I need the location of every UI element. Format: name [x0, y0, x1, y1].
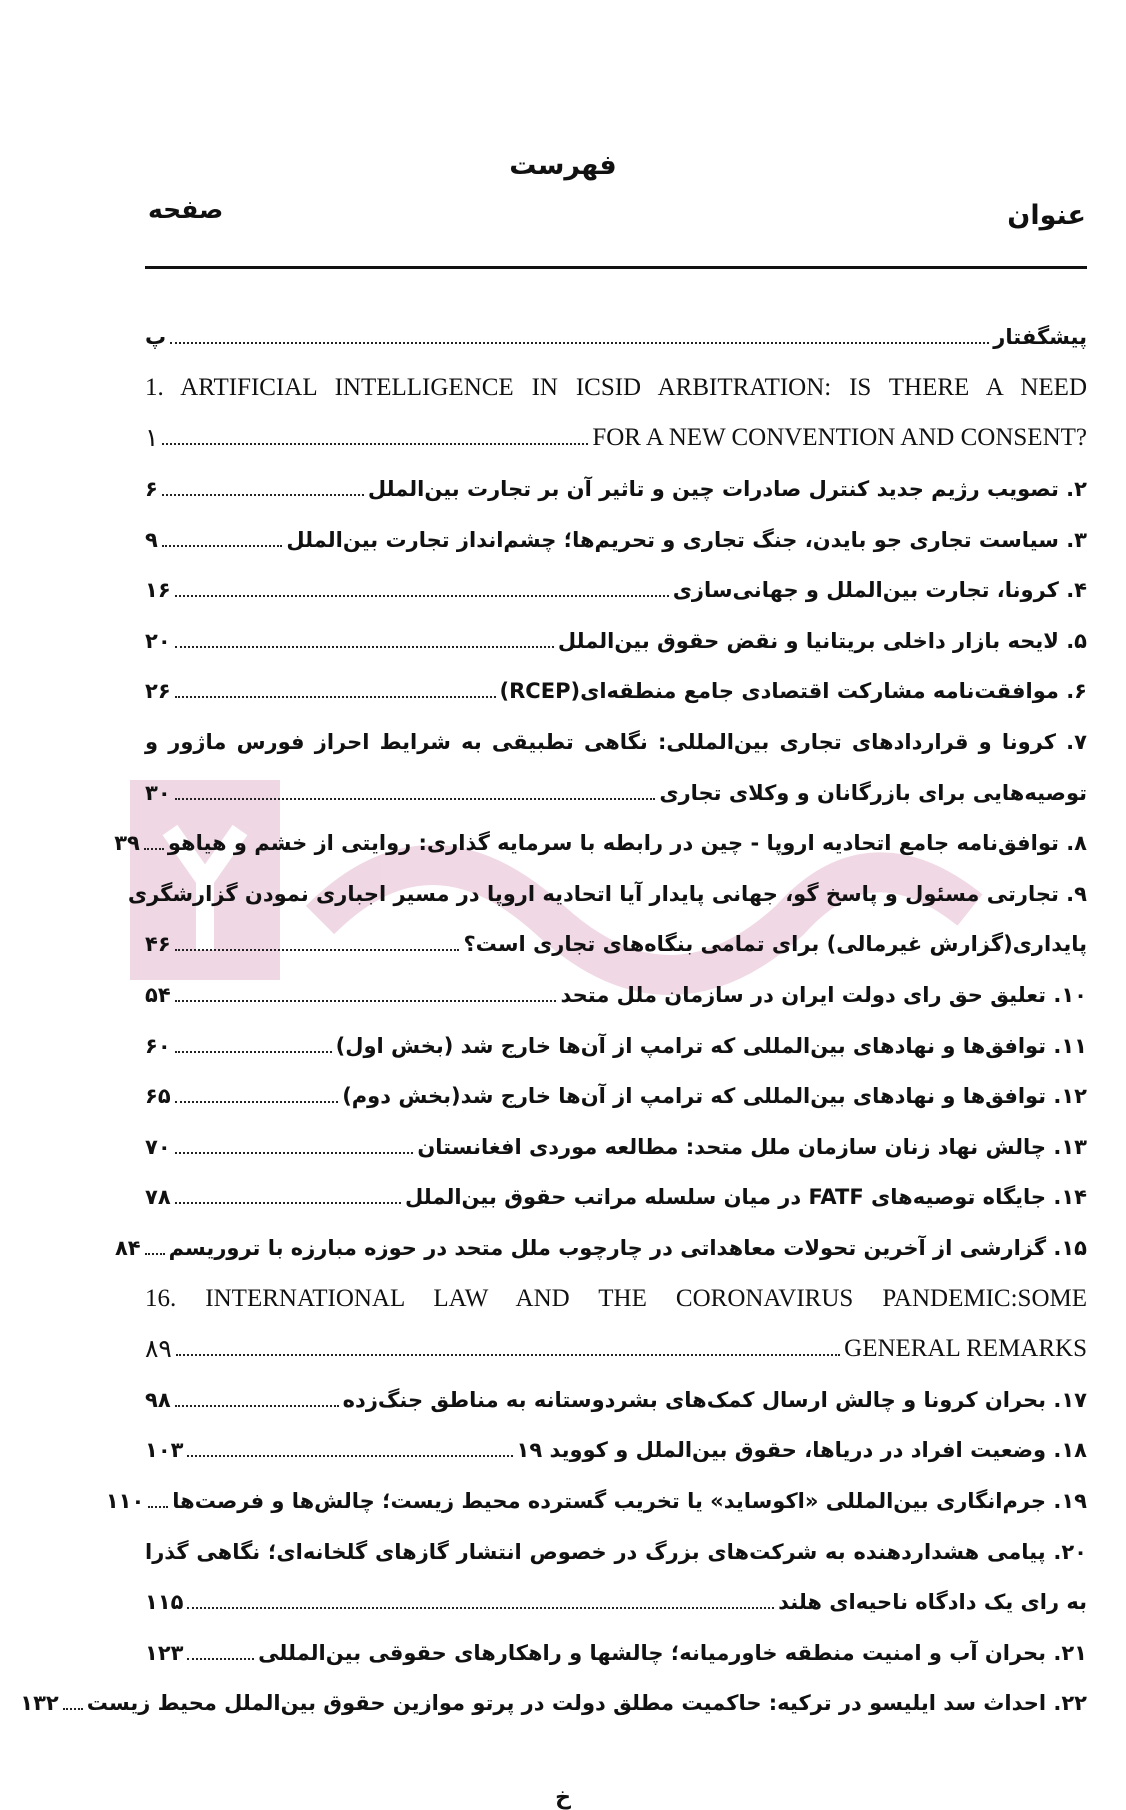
toc-entry-title: ۸. توافق‌نامه جامع اتحادیه اروپا - چین در رابطه با سرمایه گذاری: روایتی از خشم و هیاهو — [167, 831, 1087, 856]
dot-leader — [162, 545, 283, 547]
toc-entry-title: ۲۲. احداث سد ایلیسو در ترکیه: حاکمیت مطلق دولت در پرتو موازین حقوق بین‌الملل محیط زیست — [86, 1691, 1087, 1716]
dot-leader — [175, 1051, 332, 1053]
toc-entry[interactable] — [145, 666, 1087, 717]
toc-entry-page: ۵۴ — [145, 983, 171, 1008]
toc-entry[interactable] — [145, 514, 1087, 565]
toc-entry-title: ۱۱. توافق‌ها و نهادهای بین‌المللی که ترامپ از آن‌ها خارج شد (بخش اول) — [335, 1033, 1087, 1058]
toc-entry[interactable] — [145, 1577, 1087, 1628]
dot-leader — [145, 1253, 165, 1255]
header-rule — [145, 266, 1087, 269]
toc-entry-page: ۸۹ — [145, 1336, 172, 1364]
toc-entry[interactable] — [145, 919, 1087, 970]
toc-entry-continued[interactable] — [145, 1526, 1087, 1577]
toc-entry-title: ۲. تصویب رژیم جدید کنترل صادرات چین و تاثیر آن بر تجارت بین‌الملل — [367, 477, 1087, 502]
toc-entry-continued[interactable] — [145, 1273, 1087, 1324]
toc-entry-continued[interactable] — [145, 363, 1087, 414]
toc-entry[interactable] — [105, 1476, 1087, 1527]
toc-entry-page: پ — [145, 325, 167, 350]
toc-entry-title: ۳. سیاست تجاری جو بایدن، جنگ تجاری و تحریم‌ها؛ چشم‌انداز تجارت بین‌الملل — [286, 527, 1087, 552]
toc-entry-title: ۱۸. وضعیت افراد در دریاها، حقوق بین‌الملل و کووید ۱۹ — [516, 1438, 1087, 1463]
dot-leader — [175, 646, 554, 648]
toc-entry-title: ۹. تجارتی مسئول و پاسخ گو، جهانی پایدار آیا اتحادیه اروپا در مسیر اجباری نمودن گزارشگری — [127, 881, 1087, 906]
dot-leader — [176, 1354, 840, 1356]
toc-entry-page: ۱۱۰ — [105, 1488, 145, 1513]
toc-entry-title: پیشگفتار — [993, 325, 1087, 350]
toc-entry[interactable] — [145, 1122, 1087, 1173]
toc-entry-title: ۲۰. پیامی هشداردهنده به شرکت‌های بزرگ در خصوص انتشار گازهای گلخانه‌ای؛ نگاهی گذرا — [145, 1539, 1087, 1564]
toc-entry-title: FOR A NEW CONVENTION AND CONSENT? — [592, 424, 1087, 452]
toc-entry-page: ۶۰ — [145, 1033, 171, 1058]
toc-entry[interactable] — [145, 565, 1087, 616]
toc-entry-page: ۷۸ — [145, 1185, 171, 1210]
toc-entry[interactable] — [114, 818, 1087, 869]
column-title-heading: عنوان — [1007, 200, 1086, 231]
toc-entry-page: ۱۰۳ — [145, 1438, 184, 1463]
toc-entry-page: ۶۵ — [145, 1084, 171, 1109]
toc-entry[interactable] — [145, 464, 1087, 515]
toc-entry-title: ۱۷. بحران کرونا و چالش ارسال کمک‌های بشردوستانه به مناطق جنگ‌زده — [342, 1387, 1087, 1412]
toc-entry-title: ۱۰. تعلیق حق رای دولت ایران در سازمان ملل متحد — [560, 983, 1087, 1008]
toc-entry-continued[interactable] — [127, 869, 1087, 920]
toc-entry-page: ۱ — [145, 425, 159, 453]
toc-entry-page: ۳۹ — [114, 831, 140, 856]
dot-leader — [175, 595, 669, 597]
toc-entry[interactable] — [145, 1020, 1087, 1071]
toc-entry-title: ۱۹. جرم‌انگاری بین‌المللی «اکوساید» یا تخریب گسترده محیط زیست؛ چالش‌ها و فرصت‌ها — [172, 1488, 1087, 1513]
toc-entry-page: ۴۶ — [145, 932, 171, 957]
dot-leader — [63, 1708, 83, 1710]
toc-entry-title: 1. ARTIFICIAL INTELLIGENCE IN ICSID ARBITRATION: IS THERE A NEED — [145, 373, 1087, 401]
toc-entry-title: 16. INTERNATIONAL LAW AND THE CORONAVIRUS PANDEMIC:SOME — [145, 1284, 1087, 1312]
toc-entry-page: ۲۰ — [145, 628, 171, 653]
toc-entry-title: ۲۱. بحران آب و امنیت منطقه خاورمیانه؛ چالشها و راهکارهای حقوقی بین‌المللی — [258, 1640, 1087, 1665]
table-of-contents — [20, 312, 1087, 1729]
toc-entry-page: ۸۴ — [114, 1235, 141, 1260]
dot-leader — [175, 1202, 401, 1204]
dot-leader — [187, 1658, 254, 1660]
toc-entry-title: ۱۳. چالش نهاد زنان سازمان ملل متحد: مطالعه موردی افغانستان — [417, 1134, 1087, 1159]
toc-entry-title: پایداری(گزارش غیرمالی) برای تمامی بنگاه‌های تجاری است؟ — [463, 932, 1087, 957]
toc-entry-page: ۱۱۵ — [145, 1590, 184, 1615]
toc-entry-page: ۱۲۳ — [145, 1640, 184, 1665]
toc-entry-page: ۱۳۲ — [20, 1691, 59, 1716]
toc-entry[interactable] — [145, 413, 1087, 464]
toc-entry-page: ۳۰ — [145, 780, 171, 805]
dot-leader — [175, 1000, 557, 1002]
dot-leader — [175, 798, 656, 800]
toc-entry-page: ۱۶ — [145, 578, 171, 603]
toc-entry-title: ۶. موافقت‌نامه مشارکت اقتصادی جامع منطقه‌ای(RCEP) — [499, 679, 1087, 704]
toc-entry-title: ۵. لایحه بازار داخلی بریتانیا و نقض حقوق بین‌الملل — [557, 628, 1087, 653]
toc-entry-page: ۷۰ — [145, 1134, 171, 1159]
toc-entry[interactable] — [145, 1627, 1087, 1678]
dot-leader — [162, 494, 364, 496]
toc-entry[interactable] — [114, 1223, 1087, 1274]
toc-entry-continued[interactable] — [145, 717, 1087, 768]
toc-entry-title: ۷. کرونا و قراردادهای تجاری بین‌المللی: نگاهی تطبیقی به شرایط احراز فورس ماژور و — [145, 730, 1087, 755]
column-page-heading: صفحه — [148, 195, 224, 224]
toc-entry-page: ۶ — [145, 477, 158, 502]
page-number: خ — [555, 1785, 571, 1810]
dot-leader — [175, 1152, 414, 1154]
toc-entry[interactable] — [145, 616, 1087, 667]
toc-entry[interactable] — [145, 312, 1087, 363]
toc-entry-title: ۱۵. گزارشی از آخرین تحولات معاهداتی در چارچوب ملل متحد در حوزه مبارزه با تروریسم — [168, 1235, 1087, 1260]
dot-leader — [175, 949, 460, 951]
dot-leader — [175, 1405, 339, 1407]
toc-entry[interactable] — [145, 1324, 1087, 1375]
toc-entry[interactable] — [145, 767, 1087, 818]
page-title: فهرست — [509, 150, 617, 181]
dot-leader — [170, 342, 989, 344]
toc-entry[interactable] — [145, 1374, 1087, 1425]
toc-entry-title: GENERAL REMARKS — [844, 1335, 1087, 1363]
toc-entry[interactable] — [145, 970, 1087, 1021]
dot-leader — [175, 1101, 339, 1103]
toc-entry-title: ۱۴. جایگاه توصیه‌های FATF در میان سلسله مراتب حقوق بین‌الملل — [405, 1185, 1087, 1210]
toc-entry-title: توصیه‌هایی برای بازرگانان و وکلای تجاری — [659, 780, 1087, 805]
dot-leader — [187, 1607, 774, 1609]
toc-entry-title: ۱۲. توافق‌ها و نهادهای بین‌المللی که ترامپ از آن‌ها خارج شد(بخش دوم) — [342, 1084, 1087, 1109]
toc-entry[interactable] — [20, 1678, 1087, 1729]
toc-entry[interactable] — [145, 1172, 1087, 1223]
toc-entry-page: ۹۸ — [145, 1387, 171, 1412]
toc-entry[interactable] — [145, 1425, 1087, 1476]
dot-leader — [144, 848, 164, 850]
dot-leader — [187, 1455, 512, 1457]
toc-entry-title: ۴. کرونا، تجارت بین‌الملل و جهانی‌سازی — [672, 578, 1087, 603]
toc-entry-page: ۹ — [145, 527, 158, 552]
toc-entry-page: ۲۶ — [145, 679, 171, 704]
dot-leader — [148, 1506, 168, 1508]
dot-leader — [175, 696, 496, 698]
toc-entry-title: به رای یک دادگاه ناحیه‌ای هلند — [778, 1590, 1087, 1615]
dot-leader — [162, 443, 588, 445]
toc-entry[interactable] — [145, 1071, 1087, 1122]
